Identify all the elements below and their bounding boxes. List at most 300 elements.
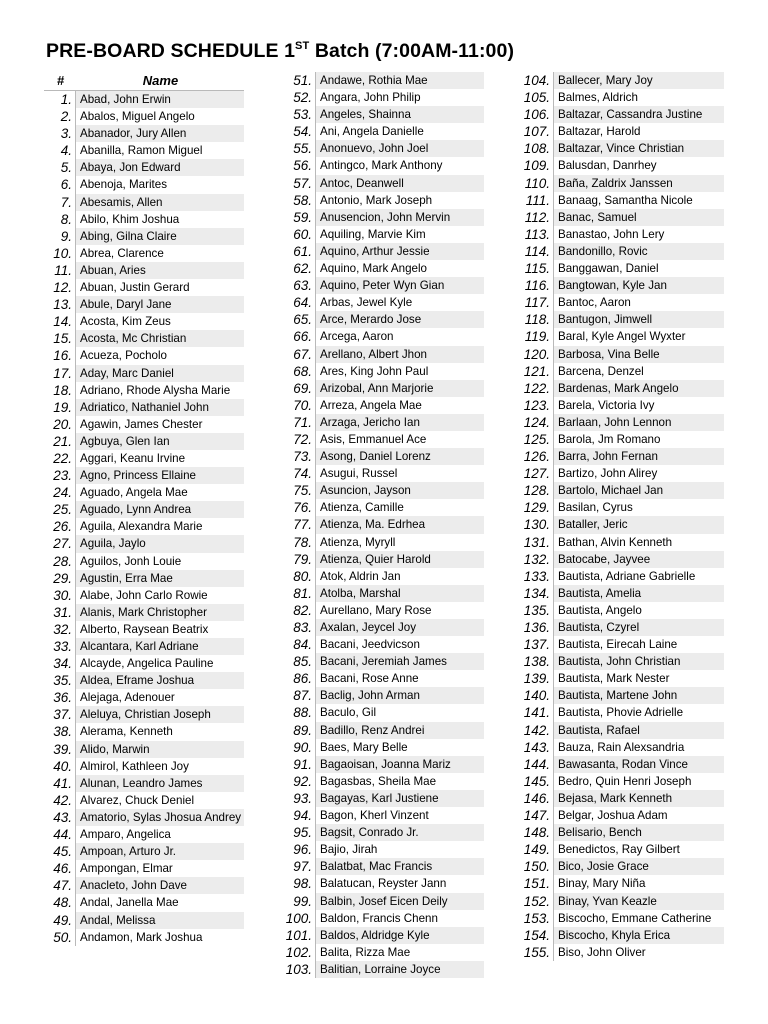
student-name: Bico, Josie Grace [554,858,724,875]
row-number: 134. [522,585,554,602]
student-name: Baltazar, Cassandra Justine [554,106,724,123]
row-number: 149. [522,841,554,858]
student-name: Alberto, Raysean Beatrix [80,622,209,636]
student-name: Barcena, Denzel [558,364,644,378]
list-item [44,553,244,570]
list-item [522,431,724,448]
list-item [284,704,484,721]
row-number: 9. [44,228,76,245]
row-number: 119. [522,328,554,345]
student-name: Bagsit, Conrado Jr. [316,824,484,841]
student-name: Belisario, Bench [554,824,724,841]
list-item [284,294,484,311]
list-item [44,894,244,911]
row-number: 15. [44,330,76,347]
student-name: Bejasa, Mark Kenneth [554,790,724,807]
student-name: Bangtowan, Kyle Jan [554,277,724,294]
student-name: Arreza, Angela Mae [320,398,422,412]
list-item [44,176,244,193]
row-number: 124. [522,414,554,431]
row-number: 87. [284,687,316,704]
row-number: 136. [522,619,554,636]
row-number: 8. [44,211,76,228]
row-number: 65. [284,311,316,328]
row-number: 75. [284,482,316,499]
list-item [284,551,484,568]
student-name: Aguado, Angela Mae [80,486,188,500]
list-item [284,192,484,209]
student-name: Aleluya, Christian Joseph [76,706,244,723]
student-name: Biscocho, Khyla Erica [554,927,724,944]
list-item [522,722,724,739]
row-number: 137. [522,636,554,653]
row-number: 151. [522,875,554,892]
student-name: Amparo, Angelica [80,828,171,842]
list-item [522,72,724,89]
student-name: Balitian, Lorraine Joyce [316,961,484,978]
row-number: 22. [44,450,76,467]
student-name: Atienza, Myryll [320,535,396,549]
row-number: 51. [284,72,316,89]
list-item [44,125,244,142]
student-name: Bagaoisan, Joanna Mariz [316,756,484,773]
list-item [284,670,484,687]
list-item [522,448,724,465]
student-name: Bautista, Phovie Adrielle [558,706,684,720]
list-item [284,175,484,192]
student-name: Axalan, Jeycel Joy [316,619,484,636]
student-name: Balmes, Aldrich [558,91,638,105]
row-number: 42. [44,792,76,809]
row-number: 31. [44,604,76,621]
list-item [284,380,484,397]
list-item [284,722,484,739]
row-number: 117. [522,294,554,311]
row-number: 50. [44,929,76,946]
title-main: PRE-BOARD SCHEDULE 1 [46,40,296,62]
student-name: Barbosa, Vina Belle [554,346,724,363]
list-item [284,89,484,106]
student-name: Arce, Merardo Jose [316,311,484,328]
row-number: 29. [44,570,76,587]
student-name: Aday, Marc Daniel [76,365,244,382]
list-item [284,328,484,345]
student-name: Andal, Janella Mae [80,896,179,910]
row-number: 55. [284,140,316,157]
row-number: 37. [44,706,76,723]
row-number: 126. [522,448,554,465]
student-name: Bagon, Kherl Vinzent [320,809,429,823]
list-item [284,106,484,123]
list-item [44,741,244,758]
list-item [522,157,724,174]
list-item [522,397,724,414]
row-number: 88. [284,704,316,721]
list-item [522,516,724,533]
student-name: Andal, Melissa [76,912,244,929]
row-number: 152. [522,893,554,910]
list-item [522,499,724,516]
list-item [284,773,484,790]
row-number: 121. [522,363,554,380]
student-name: Amatorio, Sylas Jhosua Andrey [76,809,244,826]
student-name: Alejaga, Adenouer [80,691,175,705]
student-name: Aldea, Eframe Joshua [76,672,244,689]
row-number: 111. [522,192,554,209]
student-name: Baltazar, Vince Christian [554,140,724,157]
list-item [44,809,244,826]
student-name: Abad, John Erwin [76,91,244,108]
list-item [284,277,484,294]
row-number: 61. [284,243,316,260]
student-name: Atienza, Ma. Edrhea [316,516,484,533]
row-number: 77. [284,516,316,533]
list-item [44,604,244,621]
student-name: Atienza, Quier Harold [316,551,484,568]
list-item [284,636,484,653]
list-item [44,706,244,723]
row-number: 34. [44,655,76,672]
student-name: Anacleto, John Dave [76,877,244,894]
row-number: 104. [522,72,554,89]
row-number: 103. [284,961,316,978]
student-name: Abilo, Khim Joshua [80,212,180,226]
list-item [44,672,244,689]
student-name: Bawasanta, Rodan Vince [554,756,724,773]
list-item [522,106,724,123]
row-number: 118. [522,311,554,328]
list-item [44,159,244,176]
list-item [44,399,244,416]
row-number: 109. [522,157,554,174]
row-number: 73. [284,448,316,465]
row-number: 10. [44,245,76,262]
row-number: 85. [284,653,316,670]
row-number: 66. [284,328,316,345]
row-number: 67. [284,346,316,363]
row-number: 71. [284,414,316,431]
row-number: 19. [44,399,76,416]
student-name: Bacani, Jeremiah James [316,653,484,670]
list-item [522,670,724,687]
row-number: 133. [522,568,554,585]
list-item [284,756,484,773]
student-name: Arzaga, Jericho Ian [316,414,484,431]
student-name: Ampongan, Elmar [80,862,173,876]
student-name: Baña, Zaldrix Janssen [554,175,724,192]
row-number: 120. [522,346,554,363]
row-number: 74. [284,465,316,482]
list-item [522,328,724,345]
list-item [522,482,724,499]
student-name: Bautista, Angelo [558,603,642,617]
student-name: Balatbat, Mac Francis [316,858,484,875]
student-name: Antonio, Mark Joseph [320,193,433,207]
list-item [284,824,484,841]
list-item [284,346,484,363]
row-number: 113. [522,226,554,243]
list-item [522,175,724,192]
row-number: 90. [284,739,316,756]
row-number: 132. [522,551,554,568]
row-number: 138. [522,653,554,670]
student-name: Arcega, Aaron [320,330,394,344]
student-name: Bantoc, Aaron [558,296,631,310]
row-number: 115. [522,260,554,277]
list-item [522,841,724,858]
list-item [284,260,484,277]
list-item [522,704,724,721]
student-name: Aquino, Peter Wyn Gian [316,277,484,294]
column-1-rows [44,91,244,946]
row-number: 57. [284,175,316,192]
row-number: 47. [44,877,76,894]
row-number: 46. [44,860,76,877]
list-item [522,773,724,790]
student-name: Belgar, Joshua Adam [558,809,668,823]
student-name: Abuan, Aries [76,262,244,279]
student-name: Abuan, Justin Gerard [80,281,190,295]
row-number: 131. [522,534,554,551]
student-name: Abanador, Jury Allen [76,125,244,142]
list-item [44,775,244,792]
student-name: Bautista, Czyrel [554,619,724,636]
student-name: Alcayde, Angelica Pauline [80,657,214,671]
row-number: 123. [522,397,554,414]
list-item [284,893,484,910]
row-number: 70. [284,397,316,414]
student-name: Bartizo, John Alirey [558,467,658,481]
student-name: Banastao, John Lery [558,227,665,241]
student-name: Alanis, Mark Christopher [76,604,244,621]
row-number: 39. [44,741,76,758]
list-item [44,570,244,587]
row-number: 18. [44,382,76,399]
student-name: Bedro, Quin Henri Joseph [558,774,692,788]
student-name: Abrea, Clarence [80,246,164,260]
row-number: 154. [522,927,554,944]
row-number: 26. [44,518,76,535]
list-item [44,142,244,159]
list-item [44,860,244,877]
list-item [522,123,724,140]
row-number: 107. [522,123,554,140]
student-name: Abesamis, Allen [76,194,244,211]
list-item [44,621,244,638]
list-item [44,262,244,279]
row-number: 92. [284,773,316,790]
column-3-rows [522,72,724,961]
student-name: Anusencion, John Mervin [316,209,484,226]
student-name: Agbuya, Glen Ian [76,433,244,450]
student-name: Alido, Marwin [76,741,244,758]
list-item [284,465,484,482]
student-name: Baculo, Gil [320,706,377,720]
list-item [44,723,244,740]
list-item [522,363,724,380]
list-item [284,653,484,670]
list-item [522,875,724,892]
row-number: 11. [44,262,76,279]
row-number: 96. [284,841,316,858]
student-name: Binay, Yvan Keazle [554,893,724,910]
student-name: Basilan, Cyrus [558,501,633,515]
row-number: 30. [44,587,76,604]
list-item [44,365,244,382]
student-name: Asuncion, Jayson [316,482,484,499]
student-name: Aguila, Alexandra Marie [80,520,203,534]
row-number: 130. [522,516,554,533]
list-item [284,123,484,140]
student-name: Bagayas, Karl Justiene [316,790,484,807]
list-item [44,758,244,775]
list-item [44,108,244,125]
student-name: Biso, John Oliver [558,945,646,959]
row-number: 40. [44,758,76,775]
row-number: 147. [522,807,554,824]
student-name: Bacani, Rose Anne [320,672,419,686]
name-column-2 [284,72,484,978]
list-item [522,790,724,807]
list-item [522,756,724,773]
row-number: 101. [284,927,316,944]
student-name: Acosta, Mc Christian [76,330,244,347]
student-name: Bajio, Jirah [320,843,378,857]
student-name: Agustin, Erra Mae [76,570,244,587]
list-item [522,927,724,944]
page-title [46,40,514,63]
student-name: Bagasbas, Sheila Mae [320,774,437,788]
list-item [522,653,724,670]
student-name: Aquino, Arthur Jessie [316,243,484,260]
row-number: 114. [522,243,554,260]
row-number: 139. [522,670,554,687]
list-item [284,790,484,807]
list-item [44,912,244,929]
student-name: Bautista, Adriane Gabrielle [558,569,696,583]
list-item [284,875,484,892]
list-item [284,140,484,157]
student-name: Atok, Aldrin Jan [320,569,401,583]
row-number: 6. [44,176,76,193]
student-name: Banac, Samuel [554,209,724,226]
list-item [284,431,484,448]
row-number: 108. [522,140,554,157]
student-name: Bartolo, Michael Jan [554,482,724,499]
student-name: Alvarez, Chuck Deniel [80,793,195,807]
list-item [284,226,484,243]
list-item [284,927,484,944]
list-item [284,414,484,431]
row-number: 140. [522,687,554,704]
list-item [44,296,244,313]
student-name: Bauza, Rain Alexsandria [558,740,685,754]
row-number: 155. [522,944,554,961]
student-name: Ballecer, Mary Joy [554,72,724,89]
row-number: 72. [284,431,316,448]
student-name: Barola, Jm Romano [558,432,661,446]
row-number: 41. [44,775,76,792]
row-number: 112. [522,209,554,226]
row-number: 84. [284,636,316,653]
row-number: 53. [284,106,316,123]
list-item [44,194,244,211]
row-number: 35. [44,672,76,689]
student-name: Bardenas, Mark Angelo [554,380,724,397]
student-name: Adriano, Rhode Alysha Marie [80,383,231,397]
row-number: 116. [522,277,554,294]
list-item [44,877,244,894]
student-name: Asugui, Russel [320,467,398,481]
row-number: 62. [284,260,316,277]
student-name: Adriatico, Nathaniel John [76,399,244,416]
list-item [522,807,724,824]
student-name: Atienza, Camille [320,501,404,515]
list-item [522,465,724,482]
list-item [44,279,244,296]
student-name: Abalos, Miguel Angelo [80,110,195,124]
list-item [284,585,484,602]
student-name: Biscocho, Emmane Catherine [558,911,712,925]
list-item [284,961,484,978]
student-name: Anonuevo, John Joel [316,140,484,157]
list-item [284,602,484,619]
student-name: Bacani, Jeedvicson [320,638,420,652]
row-number: 76. [284,499,316,516]
row-number: 43. [44,809,76,826]
student-name: Abule, Daryl Jane [76,296,244,313]
list-item [522,140,724,157]
list-item [522,568,724,585]
row-number: 16. [44,347,76,364]
title-rest: Batch (7:00AM-11:00) [309,40,515,62]
list-item [284,482,484,499]
student-name: Ampoan, Arturo Jr. [76,843,244,860]
list-item [522,243,724,260]
row-number: 106. [522,106,554,123]
list-item [284,516,484,533]
row-number: 52. [284,89,316,106]
list-item [522,619,724,636]
row-number: 153. [522,910,554,927]
row-number: 80. [284,568,316,585]
student-name: Baral, Kyle Angel Wyxter [558,330,686,344]
list-item [522,858,724,875]
list-item [44,792,244,809]
header-name: Name [142,73,179,88]
student-name: Asis, Emmanuel Ace [320,432,427,446]
row-number: 145. [522,773,554,790]
list-item [44,467,244,484]
student-name: Balbin, Josef Eicen Deily [316,893,484,910]
row-number: 93. [284,790,316,807]
list-item [44,638,244,655]
row-number: 97. [284,858,316,875]
row-number: 13. [44,296,76,313]
student-name: Bautista, Eirecah Laine [558,638,678,652]
row-number: 78. [284,534,316,551]
student-name: Antoc, Deanwell [316,175,484,192]
list-item [522,346,724,363]
row-number: 110. [522,175,554,192]
row-number: 25. [44,501,76,518]
student-name: Atolba, Marshal [316,585,484,602]
list-item [44,929,244,946]
row-number: 105. [522,89,554,106]
name-column-3 [522,72,724,961]
row-number: 142. [522,722,554,739]
list-item [522,534,724,551]
